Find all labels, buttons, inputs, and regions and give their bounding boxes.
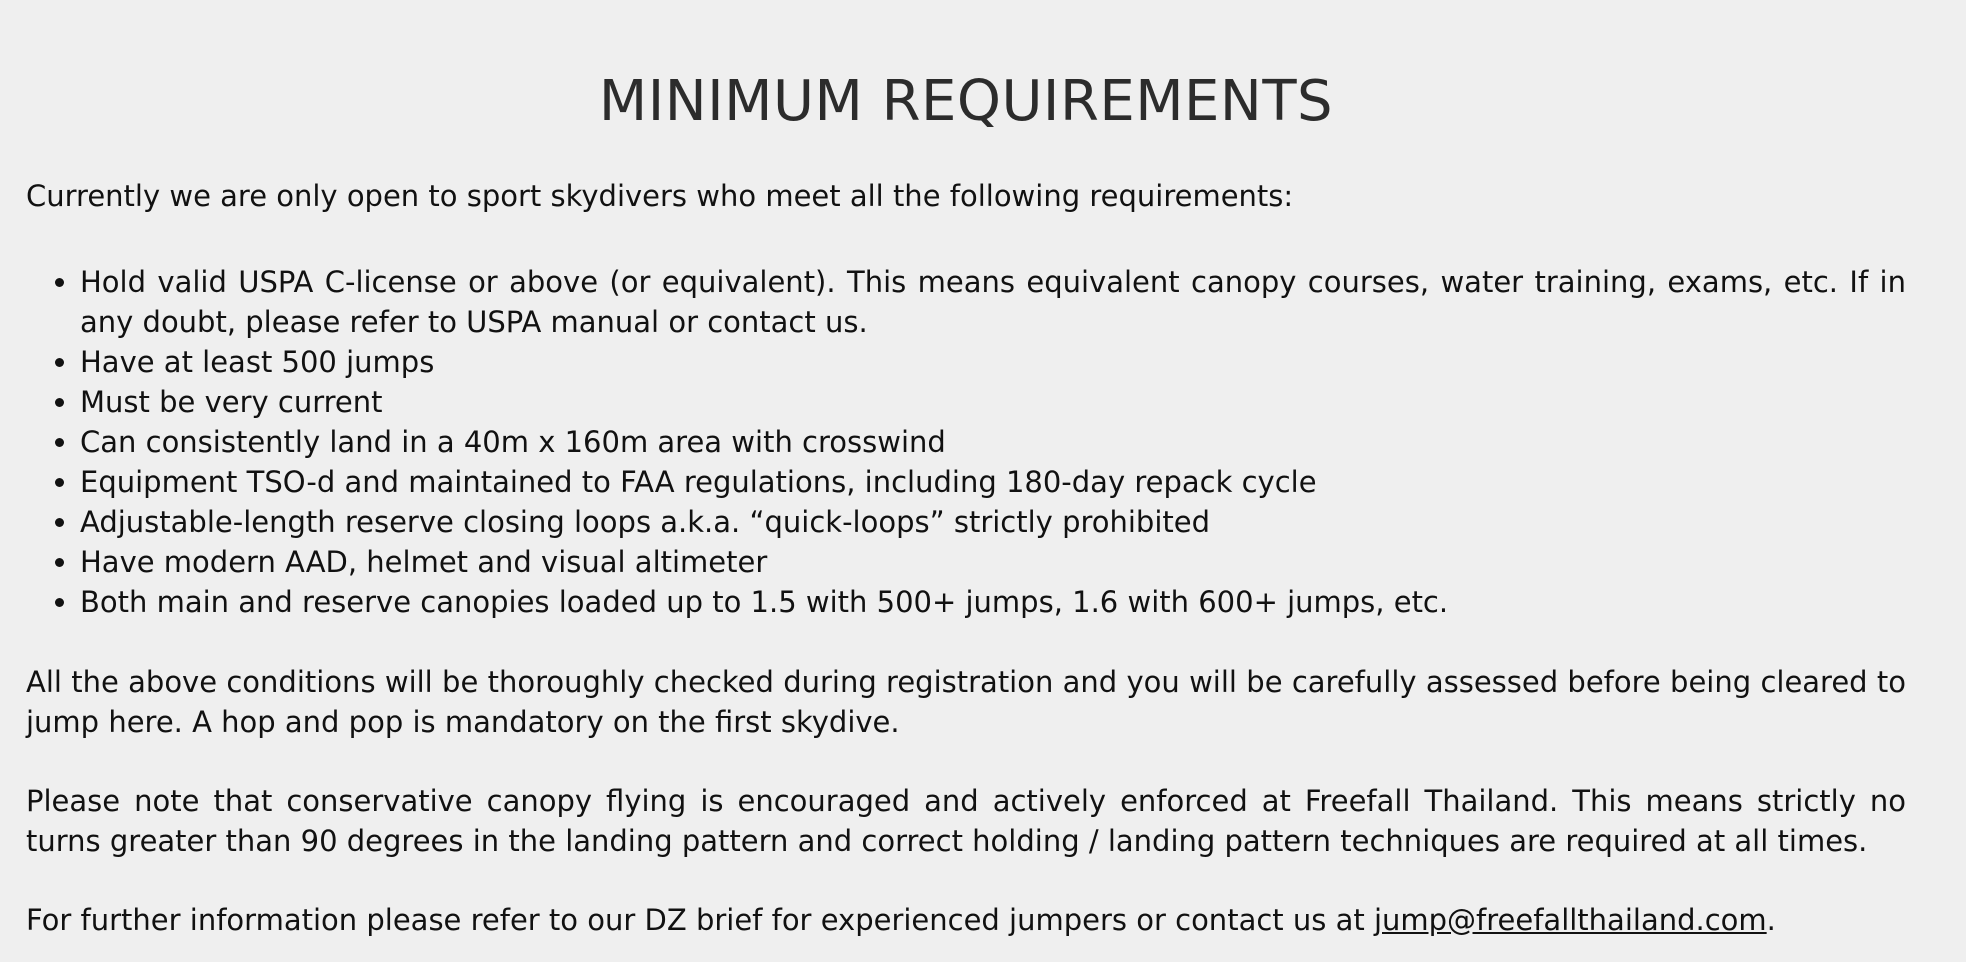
requirements-list <box>26 262 1906 622</box>
conditions-paragraph: All the above conditions will be thoroughly checked during registration and you will be carefully assessed before being cleared to jump here. A hop and pop is mandatory on the first skydive. <box>26 665 1906 739</box>
list-item: • Both main and reserve canopies loaded up to 1.5 with 500+ jumps, 1.6 with 600+ jumps, etc. <box>80 582 1906 622</box>
list-item: • Have modern AAD, helmet and visual altimeter <box>80 542 1906 582</box>
email-link[interactable]: jump@freefallthailand.com <box>1373 903 1767 937</box>
list-item: • Equipment TSO-d and maintained to FAA regulations, including 180-day repack cycle <box>80 462 1906 502</box>
contact-suffix: . <box>1766 903 1776 937</box>
list-item: • Adjustable-length reserve closing loops a.k.a. “quick-loops” strictly prohibited <box>80 502 1906 542</box>
page-title: MINIMUM REQUIREMENTS <box>598 69 1334 134</box>
contact-prefix: For further information please refer to our DZ brief for experienced jumpers or contact us at <box>26 903 1374 937</box>
contact-paragraph <box>26 900 1906 940</box>
list-item: • Can consistently land in a 40m x 160m area with crosswind <box>80 422 1906 462</box>
list-item: • Hold valid USPA C-license or above (or equivalent). This means equivalent canopy courses, water training, exams, etc. If in any doubt, please refer to USPA manual or contact us. <box>80 262 1906 342</box>
intro-text: Currently we are only open to sport skydivers who meet all the following requirements: <box>26 179 1294 213</box>
canopy-paragraph: Please note that conservative canopy flying is encouraged and actively enforced at Freefall Thailand. This means strictly no turns greater than 90 degrees in the landing pattern and correct holding / landing pattern techniques are required at all times. <box>26 784 1906 858</box>
list-item: • Have at least 500 jumps <box>80 342 1906 382</box>
list-item: • Must be very current <box>80 382 1906 422</box>
